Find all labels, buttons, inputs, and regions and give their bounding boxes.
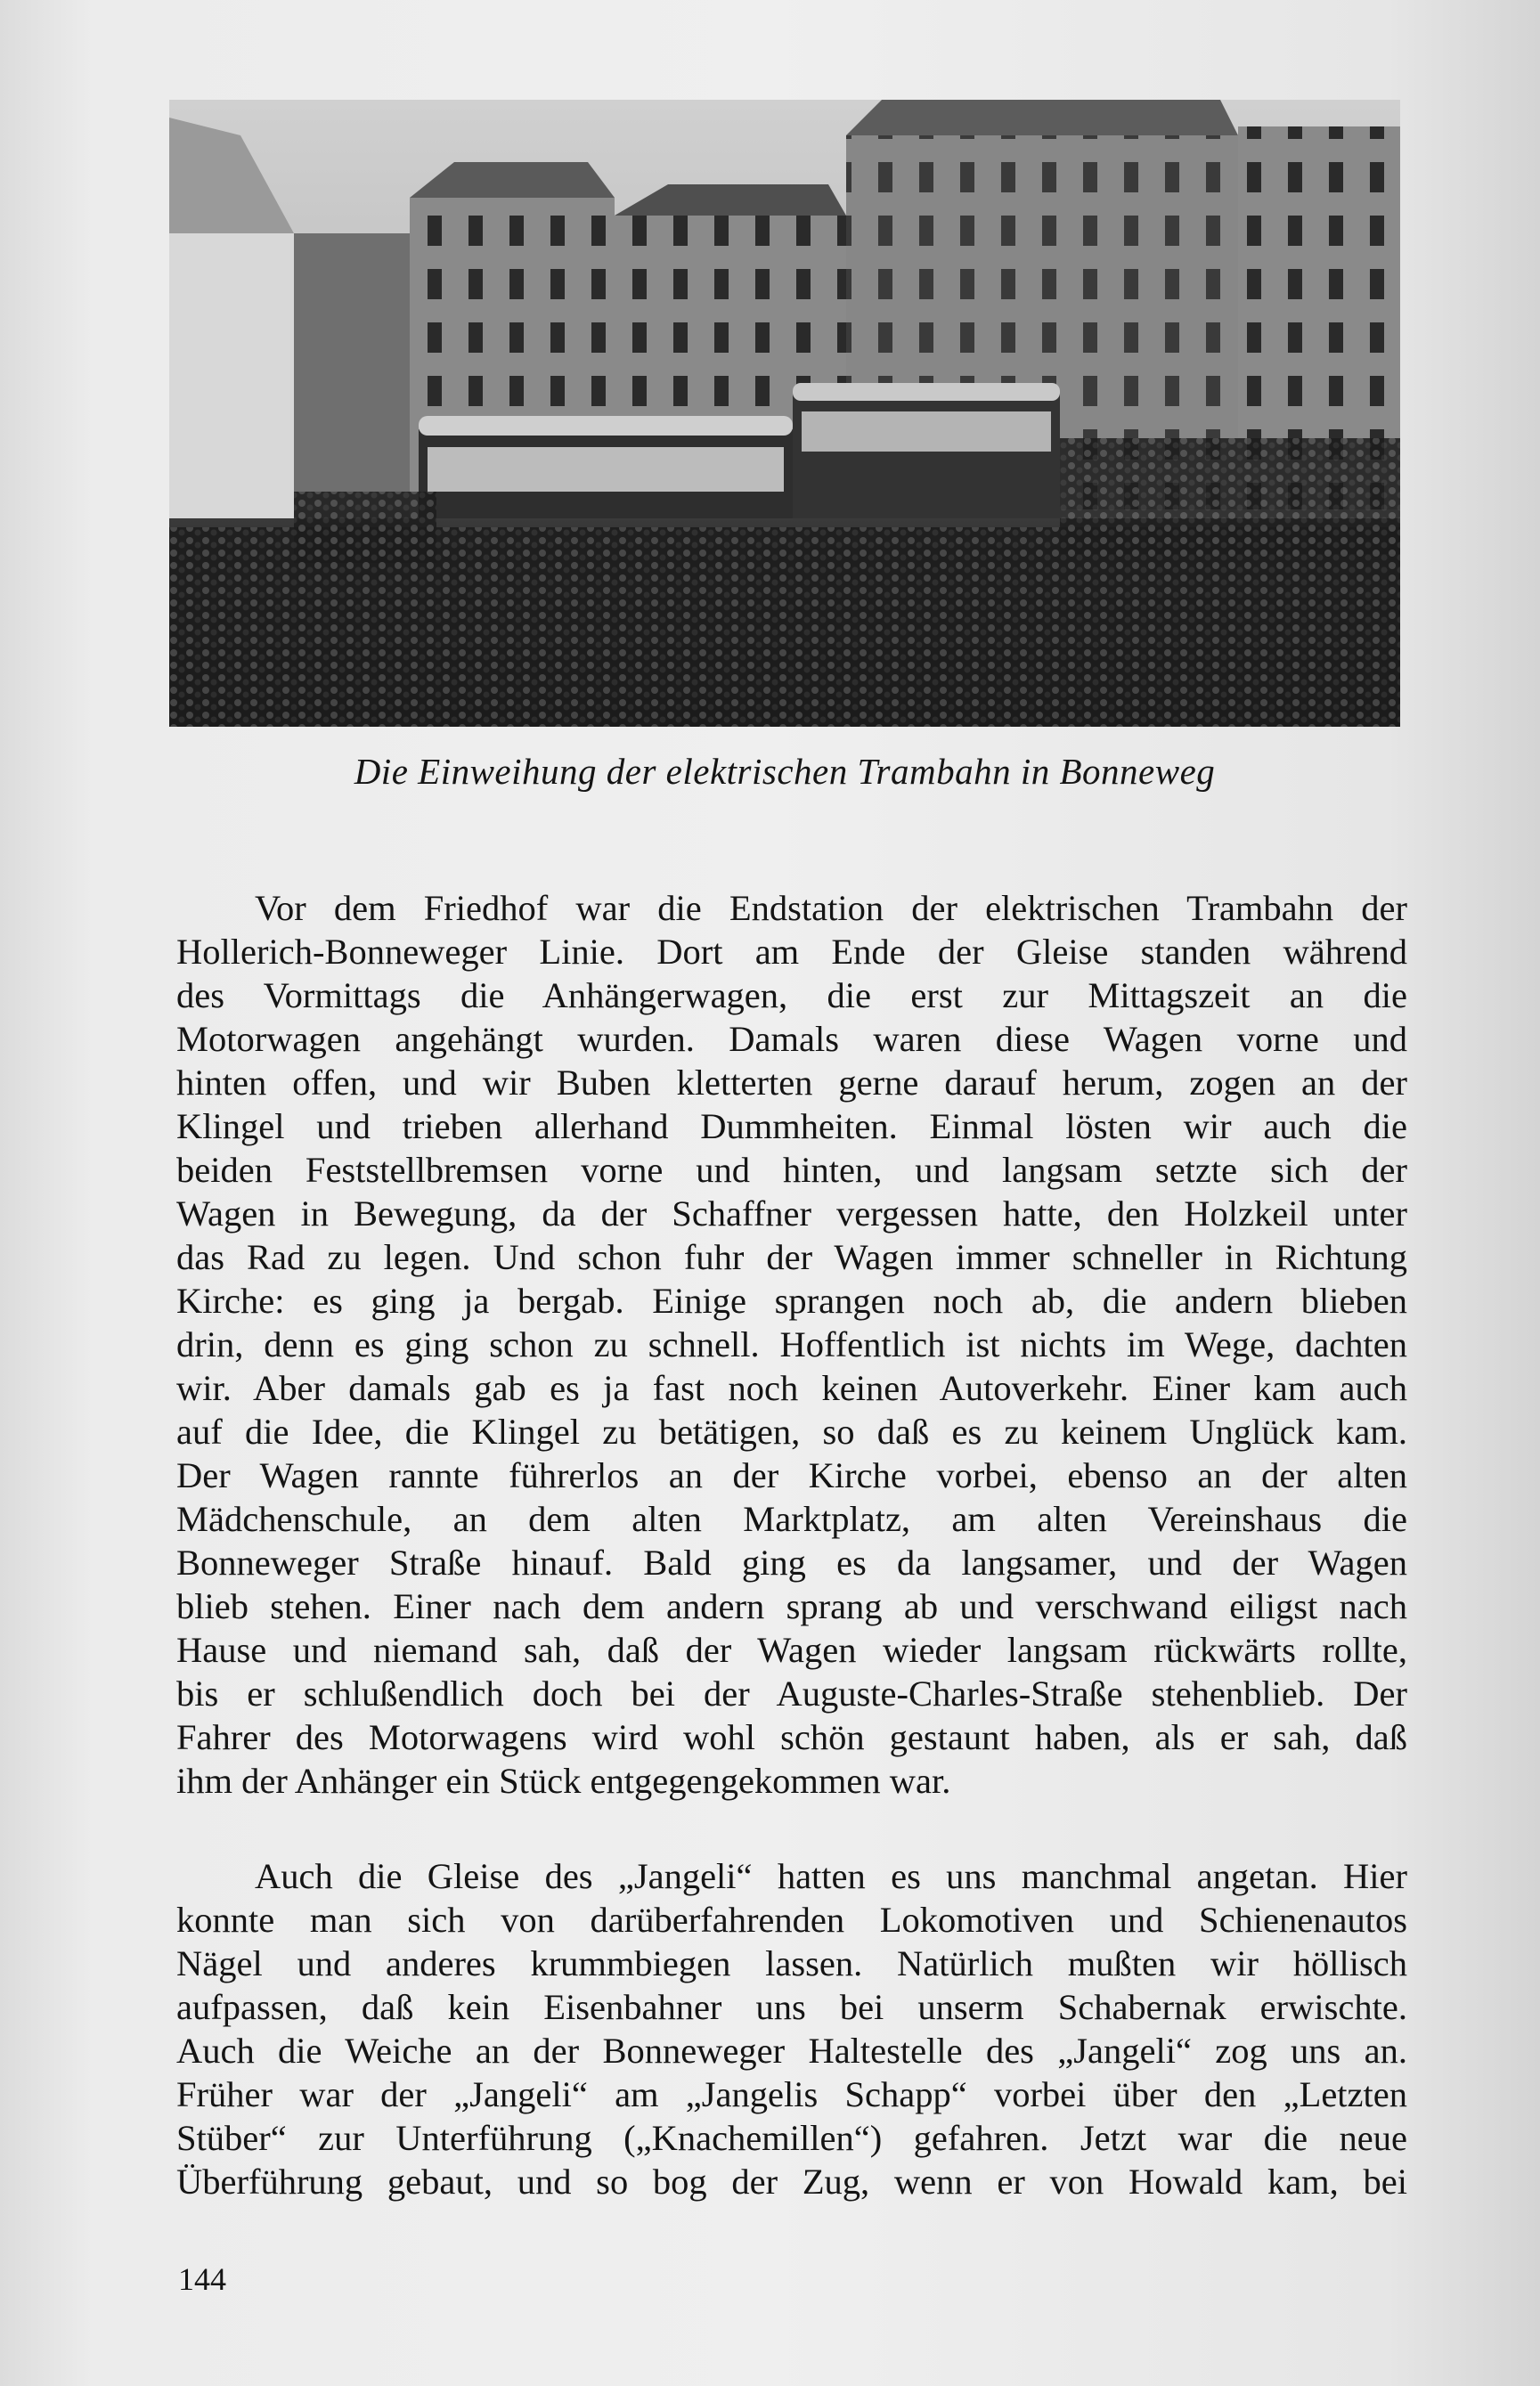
text-line: Hollerich-Bonneweger Linie. Dort am Ende der Gleise standen während — [176, 932, 1407, 972]
text-line: Bonneweger Straße hinauf. Bald ging es da langsamer, und der Wagen — [176, 1543, 1407, 1583]
tram-inauguration-photo — [169, 100, 1400, 727]
text-line: das Rad zu legen. Und schon fuhr der Wagen immer schneller in Richtung — [176, 1237, 1407, 1277]
paragraph-1 — [176, 886, 1407, 1803]
text-line: Der Wagen rannte führerlos an der Kirche vorbei, ebenso an der alten — [176, 1455, 1407, 1495]
text-line: Früher war der „Jangeli“ am „Jangelis Schapp“ vorbei über den „Letzten — [176, 2074, 1407, 2114]
text-line: auf die Idee, die Klingel zu betätigen, so daß es zu keinem Unglück kam. — [176, 1412, 1407, 1452]
text-line: hinten offen, und wir Buben kletterten gerne darauf herum, zogen an der — [176, 1063, 1407, 1103]
text-line: aufpassen, daß kein Eisenbahner uns bei unserm Schabernak erwischte. — [176, 1987, 1407, 2027]
photo-illustration — [169, 100, 1400, 727]
text-line: Auch die Weiche an der Bonneweger Haltestelle des „Jangeli“ zog uns an. — [176, 2031, 1407, 2071]
text-line: Kirche: es ging ja bergab. Einige sprangen noch ab, die andern blieben — [176, 1281, 1407, 1321]
paragraph-2 — [176, 1854, 1407, 2203]
text-line: Mädchenschule, an dem alten Marktplatz, am alten Vereinshaus die — [176, 1499, 1407, 1539]
text-line: beiden Feststellbremsen vorne und hinten, und langsam setzte sich der — [176, 1150, 1407, 1190]
text-line: Auch die Gleise des „Jangeli“ hatten es uns manchmal angetan. Hier — [255, 1856, 1407, 1896]
text-line: Nägel und anderes krummbiegen lassen. Natürlich mußten wir höllisch — [176, 1943, 1407, 1983]
text-line: Klingel und trieben allerhand Dummheiten. Einmal lösten wir auch die — [176, 1106, 1407, 1146]
text-line: ihm der Anhänger ein Stück entgegengekommen war. — [176, 1761, 951, 1801]
text-line: wir. Aber damals gab es ja fast noch keinen Autoverkehr. Einer kam auch — [176, 1368, 1407, 1408]
text-line: Fahrer des Motorwagens wird wohl schön gestaunt haben, als er sah, daß — [176, 1717, 1407, 1757]
text-line: Wagen in Bewegung, da der Schaffner vergessen hatte, den Holzkeil unter — [176, 1193, 1407, 1234]
text-line: des Vormittags die Anhängerwagen, die erst zur Mittagszeit an die — [176, 975, 1407, 1015]
body-text — [176, 886, 1407, 2203]
text-line: Hause und niemand sah, daß der Wagen wieder langsam rückwärts rollte, — [176, 1630, 1407, 1670]
text-line: blieb stehen. Einer nach dem andern sprang ab und verschwand eiligst nach — [176, 1586, 1407, 1626]
text-line: drin, denn es ging schon zu schnell. Hoffentlich ist nichts im Wege, dachten — [176, 1324, 1407, 1364]
text-line: konnte man sich von darüberfahrenden Lokomotiven und Schienenautos — [176, 1900, 1407, 1940]
text-line: Vor dem Friedhof war die Endstation der elektrischen Trambahn der — [255, 888, 1407, 928]
photo-caption: Die Einweihung der elektrischen Trambahn in Bonneweg — [354, 751, 1216, 792]
text-line: bis er schlußendlich doch bei der Auguste-Charles-Straße stehenblieb. Der — [176, 1673, 1407, 1714]
page-number: 144 — [178, 2261, 226, 2297]
text-line: Überführung gebaut, und so bog der Zug, wenn er von Howald kam, bei — [176, 2162, 1407, 2202]
text-line: Stüber“ zur Unterführung („Knachemillen“) gefahren. Jetzt war die neue — [176, 2118, 1407, 2158]
text-line: Motorwagen angehängt wurden. Damals waren diese Wagen vorne und — [176, 1019, 1407, 1059]
